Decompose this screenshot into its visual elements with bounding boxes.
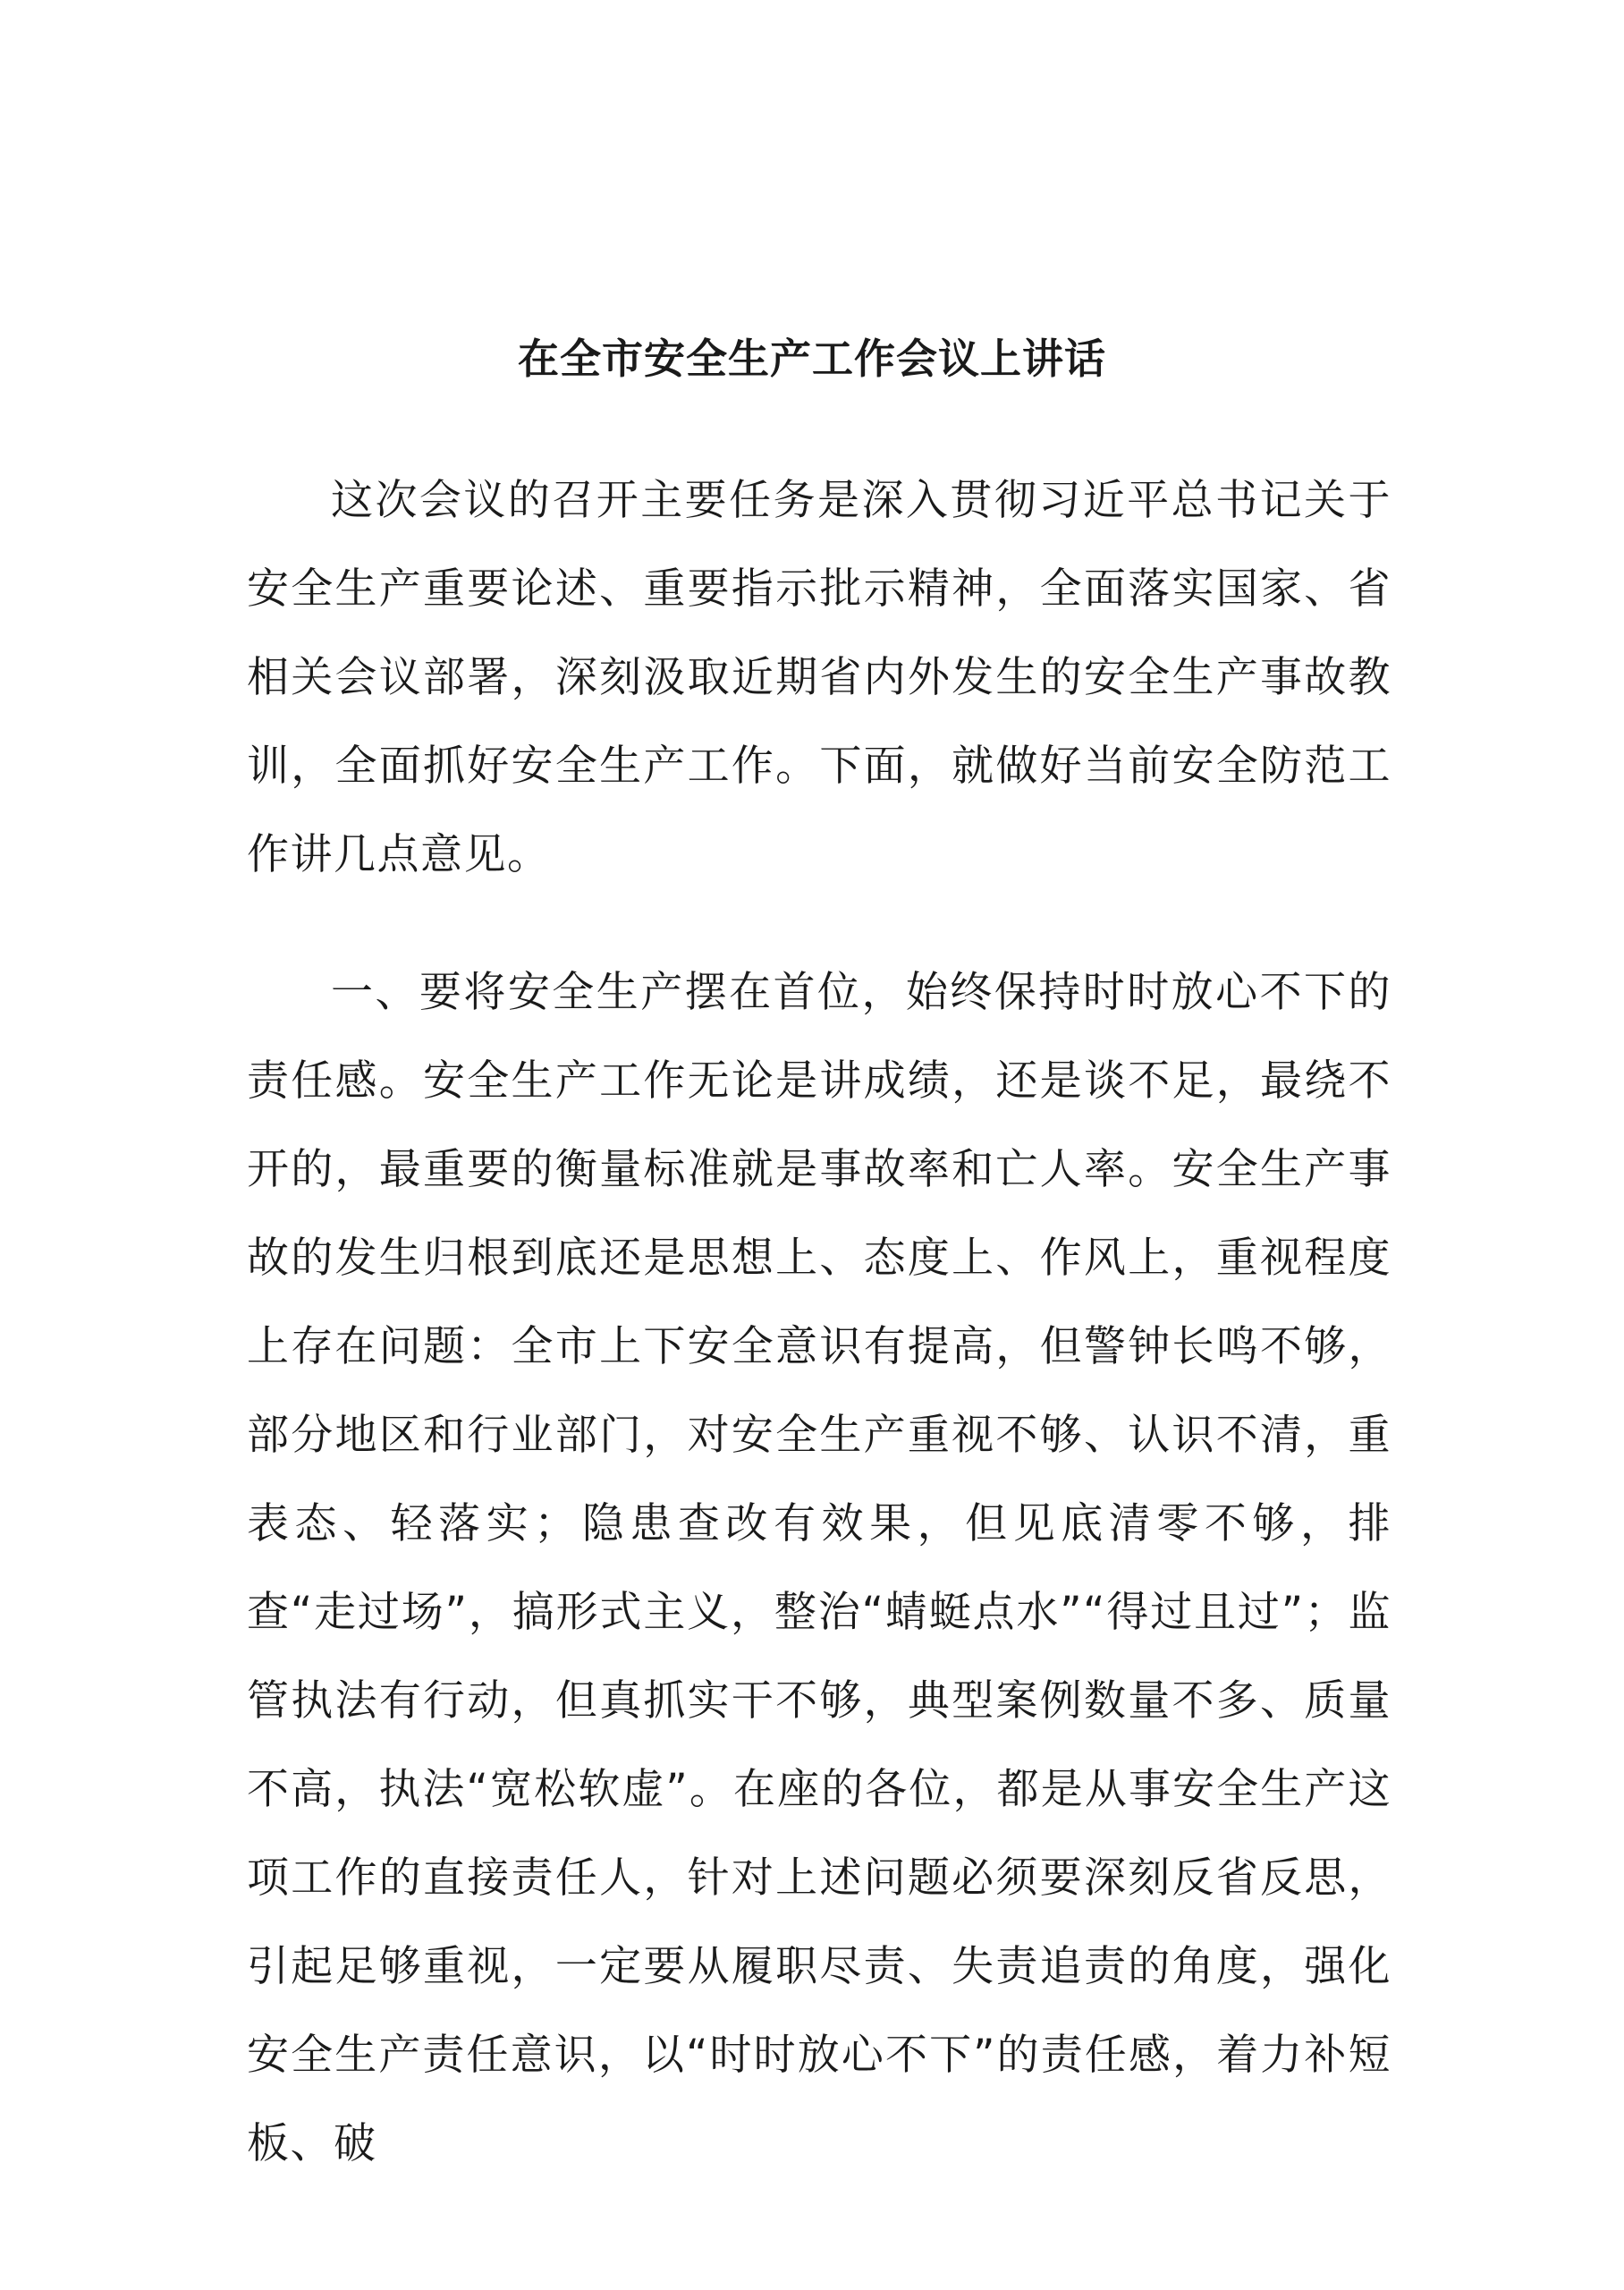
paragraph-section-one: 一、要将安全生产摆在首位，始终保持时时放心不下的责任感。安全生产工作无论是讲成绩，还是谈不足，最绕不开的，最重要的衡量标准就是事故率和亡人率。安全生产事故的发生归根到底还是思想上、态度上、作风上，重视程度上存在问题：全市上下安全意识有提高，但警钟长鸣不够，部分地区和行业部门，对安全生产重视不够、认识不清，重表态、轻落实；隐患查改有效果，但见底清零不够，排查“走过场”，搞形式主义，整治“蜻蜓点水”“得过且过”；监管执法有行动，但真抓实干不够，典型案例数量不多、质量不高，执法“宽松软虚”。在座的各位，都是从事安全生产这项工作的直接责任人，针对上述问题必须要深刻反省反思，引起足够重视，一定要从履职尽责、失责追责的角度，强化安全生产责任意识，以“时时放心不下”的责任感，着力补短板、破 [247,968,1391,2168]
document-title: 在全市安全生产工作会议上讲话 [518,335,1106,383]
paragraph-intro: 这次会议的召开主要任务是深入贯彻习近平总书记关于安全生产重要论述、重要指示批示精神，全面落实国家、省相关会议部署，深刻汲取近期省内外发生的安全生产事故教训，全面抓好安全生产工作。下面，就做好当前安全防范工作讲几点意见。 [247,476,1391,879]
